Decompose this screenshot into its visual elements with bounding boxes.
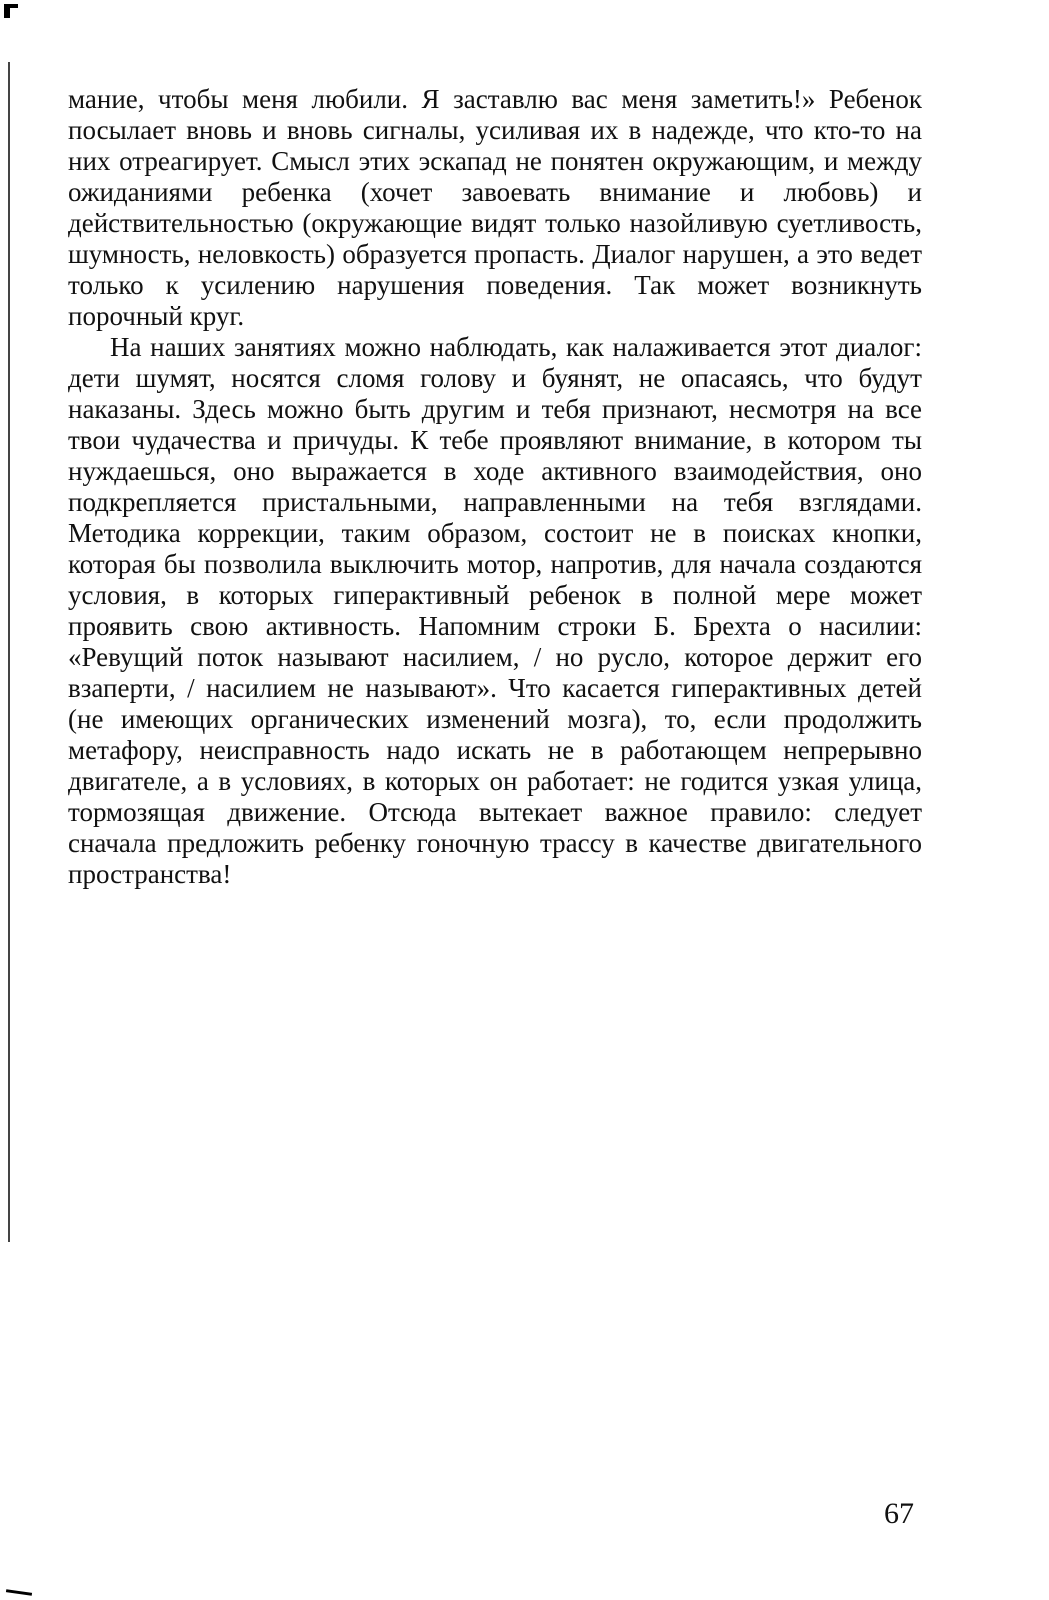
page-text — [68, 84, 922, 890]
scan-margin-line — [8, 62, 10, 1242]
scan-bottom-mark — [6, 1589, 32, 1596]
page-number: 67 — [884, 1497, 914, 1530]
paragraph: мание, чтобы меня любили. Я заставлю вас меня заметить!» Ребенок посылает вновь и вновь сигналы, усиливая их в надежде, что кто-то на них отреагирует. Смысл этих эскапад не понятен окружающим, и между ожиданиями ребенка (хочет завоевать внимание и любовь) и действительностью (окружающие видят только назойливую суетливость, шумность, неловкость) образуется пропасть. Диалог нарушен, а это ведет только к усилению нарушения поведения. Так может возникнуть порочный круг. — [68, 84, 922, 331]
paragraph: На наших занятиях можно наблюдать, как налаживается этот диалог: дети шумят, носятся сломя голову и буянят, не опасаясь, что будут наказаны. Здесь можно быть другим и тебя признают, несмотря на все твои чудачества и причуды. К тебе проявляют внимание, в котором ты нуждаешься, оно выражается в ходе активного взаимодействия, оно подкрепляется пристальными, направленными на тебя взглядами. Методика коррекции, таким образом, состоит не в поисках кнопки, которая бы позволила выключить мотор, напротив, для начала создаются условия, в которых гиперактивный ребенок в полной мере может проявить свою активность. Напомним строки Б. Брехта о насилии: «Ревущий поток называют насилием, / но русло, которое держит его взаперти, / насилием не называют». Что касается гиперактивных детей (не имеющих органических изменений мозга), то, если продолжить метафору, неисправность надо искать не в работающем непрерывно двигателе, а в условиях, в которых он работает: не годится узкая улица, тормозящая движение. Отсюда вытекает важное правило: следует сначала предложить ребенку гоночную трассу в качестве двигательного пространства! — [68, 332, 922, 889]
scan-corner-mark — [4, 4, 10, 18]
